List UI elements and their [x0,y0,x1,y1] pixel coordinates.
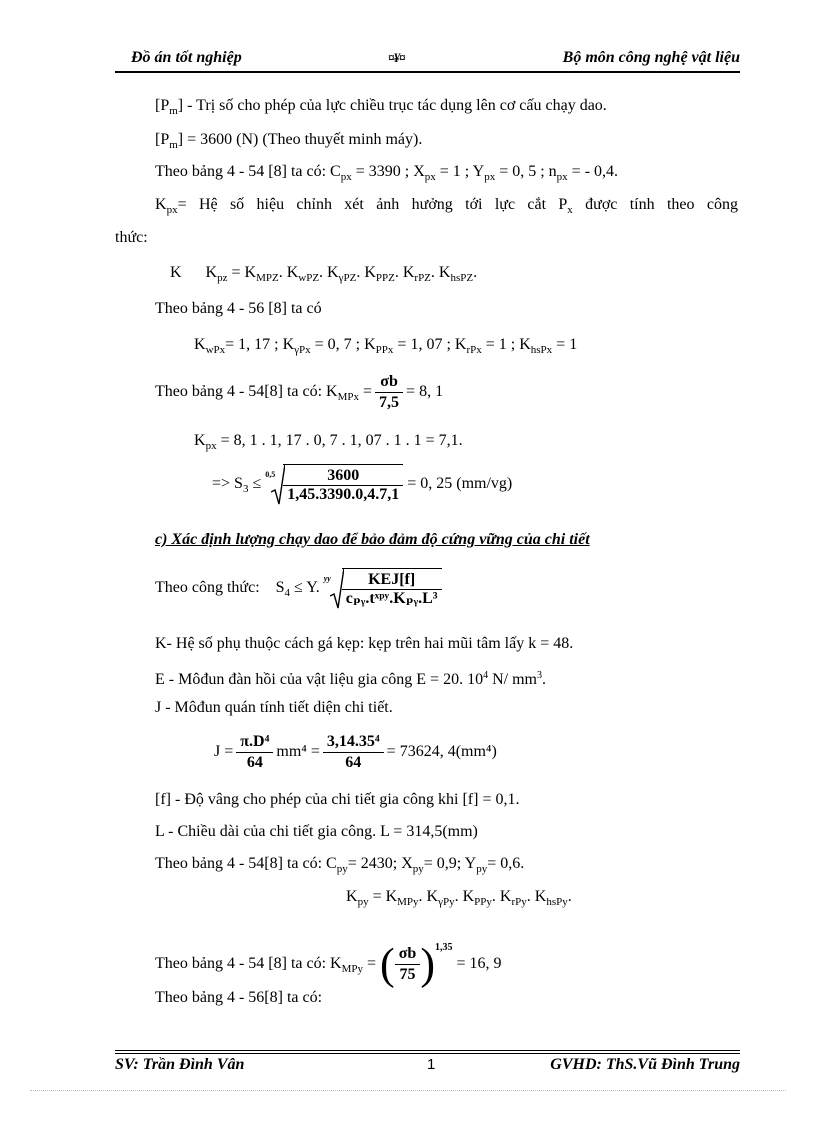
table-4-56-line: Theo bảng 4 - 56 [8] ta có [155,300,322,317]
s4-formula: Theo công thức: $S_4 \le Y$. yy $\frac{\text{KEJ[f]}}{\text{cₚᵧ.tˣᵖʸ.Kₚᵧ.L³}}$ [155,566,442,615]
table-4-54-line: Theo bảng 4 - 54 [8] ta có: $C_{px} = 3390$ ; $X_{px} = 1$ ; $Y_{px} = 0$, 5 ; $n_{px}$ = - 0,4. [155,163,619,183]
footer-advisor: GVHD: ThS.Vũ Đình Trung [550,1056,740,1073]
j-formula: J = $\frac{\text{π.D⁴}}{64}$ mm⁴ = $\frac{\text{3,14.35⁴}}{64}$ = 73624, 4(mm⁴) [214,732,497,771]
pm-value: $[P_m] = 3600$ (N) (Theo thuyết minh máy). [155,131,423,151]
pm-definition: $[P_m]$ - Trị số cho phép của lực chiều trục tác dụng lên cơ cấu chạy dao. [155,97,607,117]
e-definition: E - Môđun đàn hồi của vật liệu gia công E = 20. $10^4$ N/ $mm^3$. [155,670,546,688]
page-header [115,49,740,71]
l-definition: L - Chiều dài của chi tiết gia công. L = 314,5(mm) [155,823,478,840]
k-values: $K_{wPx}= 1$, 17 ; $K_{\gamma Px} = 0$, 7 ; $K_{PPx} = 1$, 07 ; $K_{rPx} = 1$ ; $K_{hsPx} = 1$ [194,336,578,356]
kpx-definition: $K_{px}=$ Hệ số hiệu chỉnh xét ảnh hưởng tới lực cắt $P_x$ được tính theo công [155,196,738,216]
section-heading: c) Xác định lượng chạy dao để bảo đảm độ cứng vững của chi tiết [155,531,590,548]
s3-formula: => $S_3$ ≤ 0,5 $\frac{3600}{1,45.3390.0,4.7,1}$ = 0, 25 (mm/vg) [212,462,512,511]
table-4-54b-line: Theo bảng 4 - 54[8] ta có: $C_{py}= 2430$; $X_{py}= 0,9$; $Y_{py}= 0,6$. [155,855,525,875]
page-number: 1 [427,1056,436,1073]
header-rule [115,71,740,73]
kpx-definition-tail: thức: [115,229,148,246]
k-definition: K- Hệ số phụ thuộc cách gá kẹp: kẹp trên hai mũi tâm lấy k = 48. [155,635,574,652]
kpx-calculation: $K_{px} = 8$, 1 . 1, 17 . 0, 7 . 1, 07 . 1 . 1 = 7,1. [194,432,463,452]
kmpx-formula: Theo bảng 4 - 54[8] ta có: $K_{MPx}$ = $\frac{\sigma b}{7,5}$ = 8, 1 [155,372,444,411]
header-ornament: ¤¥¤ [388,50,405,65]
f-definition: [f] - Độ vâng cho phép của chi tiết gia công khi [f] = 0,1. [155,791,520,808]
kpy-formula: $K_{py} = K_{MPy}$. $K_{\gamma Py}$. $K_{PPy}$. $K_{rPy}$. $K_{hsPy}$. [346,888,572,908]
kpz-formula: K $K_{pz} = K_{MPZ}$. $K_{wPZ}$. $K_{\gamma PZ}$. $K_{PPZ}$. $K_{rPZ}$. $K_{hsPZ}$. [170,264,478,284]
table-4-56b-line: Theo bảng 4 - 56[8] ta có: [155,989,323,1006]
footer-rule-double [115,1053,740,1054]
footer-student: SV: Trần Đình Vân [115,1056,245,1073]
footer-rule [115,1050,740,1051]
page-edge-dotted-line [30,1090,786,1091]
j-definition: J - Môđun quán tính tiết diện chi tiết. [155,699,393,716]
header-right: Bộ môn công nghệ vật liệu [562,49,740,66]
kmpy-formula: Theo bảng 4 - 54 [8] ta có: $K_{MPy}$ = ( $\frac{\sigma b}{75}$ )$^{1,35}$ = 16, 9 [155,939,502,989]
header-left: Đồ án tốt nghiệp [131,49,242,66]
